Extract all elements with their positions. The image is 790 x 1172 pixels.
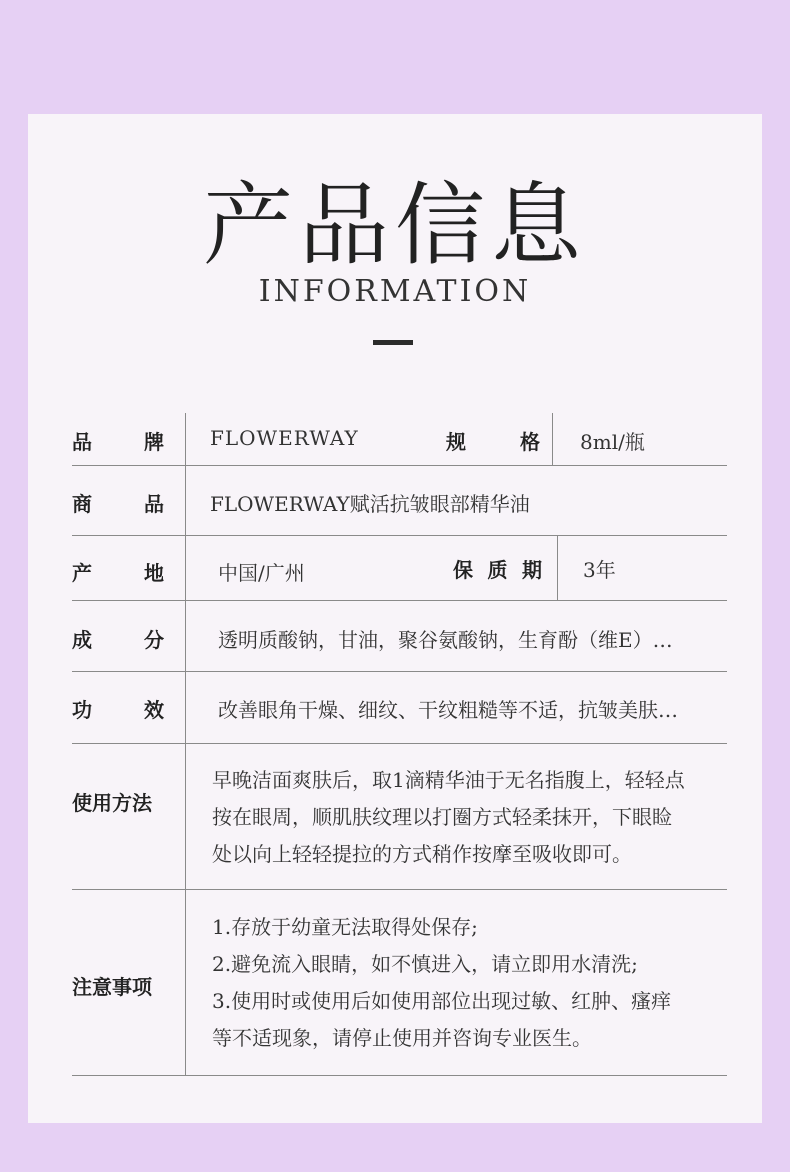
shelf-life-label-char: 质 — [487, 558, 508, 582]
ingredients-label-char: 成 — [72, 628, 92, 652]
product-value: FLOWERWAY赋活抗皱眼部精华油 — [210, 492, 530, 516]
table-row-ingredients — [72, 601, 727, 672]
table-row-brand — [72, 413, 727, 466]
shelf-life-value: 3年 — [583, 558, 616, 582]
brand-label-char: 品 — [72, 430, 92, 454]
table-row-product — [72, 466, 727, 536]
effect-label-char: 效 — [144, 698, 164, 722]
page-subtitle: INFORMATION — [258, 274, 532, 309]
shelf-life-label — [453, 554, 542, 583]
column-divider — [185, 466, 186, 535]
spec-label-char: 规 — [446, 430, 466, 454]
ingredients-label — [72, 624, 164, 653]
effect-label-char: 功 — [72, 698, 92, 722]
notes-line: 2.避免流入眼睛，如不慎进入，请立即用水清洗; — [212, 952, 638, 976]
spec-label — [446, 426, 540, 455]
brand-value: FLOWERWAY — [210, 426, 359, 450]
usage-line: 按在眼周，顺肌肤纹理以打圈方式轻柔抹开，下眼睑 — [212, 805, 672, 829]
product-label — [72, 488, 164, 517]
usage-label: 使用方法 — [72, 791, 152, 815]
title-divider — [373, 340, 413, 345]
product-label-char: 品 — [144, 492, 164, 516]
page-title: 产品信息 — [203, 173, 587, 278]
product-label-char: 商 — [72, 492, 92, 516]
shelf-life-label-char: 保 — [453, 558, 473, 582]
column-divider — [185, 601, 186, 671]
notes-line: 3.使用时或使用后如使用部位出现过敏、红肿、瘙痒 — [212, 989, 672, 1013]
ingredients-label-char: 分 — [144, 628, 164, 652]
ingredients-value: 透明质酸钠，甘油，聚谷氨酸钠，生育酚（维E）… — [218, 628, 673, 652]
origin-value: 中国/广州 — [218, 561, 305, 585]
effect-label — [72, 694, 164, 723]
product-info-table — [72, 413, 727, 1076]
notes-label: 注意事项 — [72, 975, 152, 999]
origin-label-char: 地 — [144, 561, 164, 585]
table-row-effect — [72, 672, 727, 744]
usage-text — [212, 762, 685, 873]
column-divider — [185, 890, 186, 1075]
table-row-notes — [72, 890, 727, 1076]
usage-line: 早晚洁面爽肤后，取1滴精华油于无名指腹上，轻轻点 — [212, 768, 685, 792]
shelf-life-label-char: 期 — [522, 558, 542, 582]
origin-label-char: 产 — [72, 561, 92, 585]
notes-line: 1.存放于幼童无法取得处保存; — [212, 915, 478, 939]
column-divider — [185, 536, 186, 600]
notes-text — [212, 909, 671, 1057]
column-divider — [185, 744, 186, 889]
column-divider — [557, 536, 558, 600]
column-divider — [185, 413, 186, 465]
table-row-usage — [72, 744, 727, 890]
origin-label — [72, 557, 164, 586]
column-divider — [185, 672, 186, 743]
spec-label-char: 格 — [520, 430, 540, 454]
effect-value: 改善眼角干燥、细纹、干纹粗糙等不适，抗皱美肤… — [218, 698, 678, 722]
spec-value: 8ml/瓶 — [580, 430, 645, 454]
table-row-origin — [72, 536, 727, 601]
notes-line: 等不适现象，请停止使用并咨询专业医生。 — [212, 1026, 592, 1050]
usage-line: 处以向上轻轻提拉的方式稍作按摩至吸收即可。 — [212, 842, 632, 866]
brand-label — [72, 426, 164, 455]
brand-label-char: 牌 — [144, 430, 164, 454]
column-divider — [552, 413, 553, 465]
